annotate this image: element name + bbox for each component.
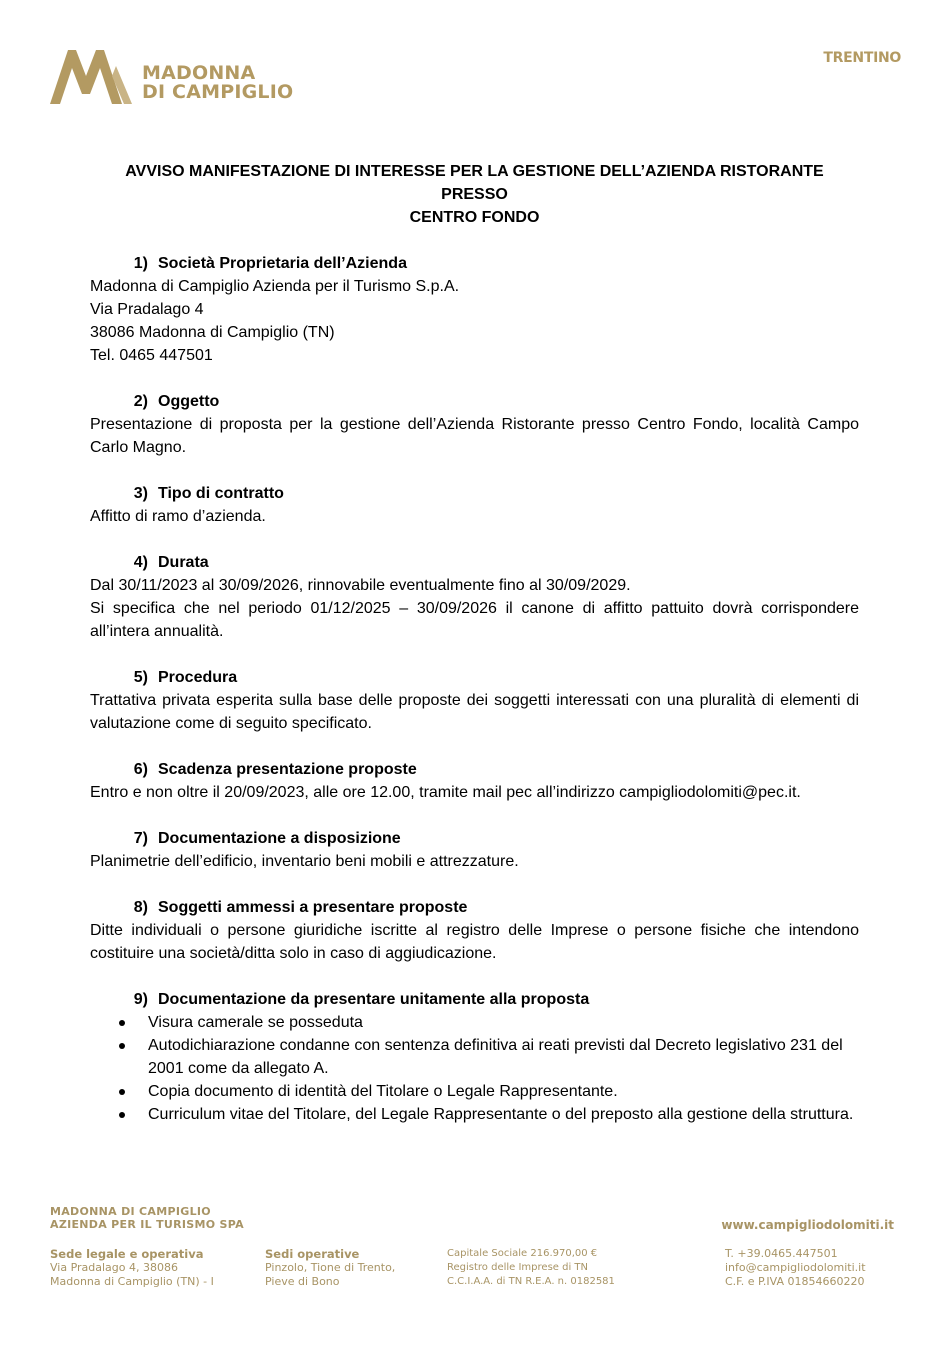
- section-text: Trattativa privata esperita sulla base delle proposte dei soggetti interessati con una pluralità di elementi di valutazione come di seguito specificato.: [90, 692, 859, 732]
- footer-company-line-1: MADONNA DI CAMPIGLIO: [50, 1205, 211, 1218]
- section-title: Procedura: [158, 669, 238, 686]
- required-documents-list: [90, 1011, 859, 1126]
- owner-city: 38086 Madonna di Campiglio (TN): [90, 324, 335, 341]
- section-title: Soggetti ammessi a presentare proposte: [158, 899, 468, 916]
- section-number: 6): [133, 761, 148, 778]
- document-title: [90, 160, 859, 229]
- title-line-2: CENTRO FONDO: [409, 209, 540, 226]
- bullet-icon: [119, 1112, 125, 1118]
- section-heading: [90, 827, 859, 850]
- section-text: Si specifica che nel periodo 01/12/2025 – 30/09/2026 il canone di affitto pattuito dovrà corrispondere all’intera annualità.: [90, 600, 859, 640]
- list-item-text: Autodichiarazione condanne con sentenza definitiva ai reati previsti dal Decreto legislativo 231 del 2001 come da allegato A.: [148, 1037, 843, 1077]
- section-object: [90, 390, 859, 459]
- section-text: Entro e non oltre il 20/09/2023, alle ore 12.00, tramite mail pec all’indirizzo campigliodolomiti@pec.it.: [90, 784, 801, 801]
- list-item: [90, 1011, 859, 1034]
- section-title: Oggetto: [158, 393, 220, 410]
- section-contract-type: [90, 482, 859, 528]
- section-owner: [90, 252, 859, 367]
- section-available-documents: [90, 827, 859, 873]
- section-number: 2): [133, 393, 148, 410]
- footer-address-line: Madonna di Campiglio (TN) - I: [50, 1275, 214, 1288]
- list-item-text: Visura camerale se posseduta: [148, 1014, 363, 1031]
- section-number: 4): [133, 554, 148, 571]
- logo-wordmark: [142, 64, 293, 102]
- footer-vat: C.F. e P.IVA 01854660220: [725, 1275, 865, 1288]
- section-number: 1): [133, 255, 148, 272]
- owner-name: Madonna di Campiglio Azienda per il Turismo S.p.A.: [90, 278, 460, 295]
- section-number: 8): [133, 899, 148, 916]
- bullet-icon: [119, 1089, 125, 1095]
- duration-dates: Dal 30/11/2023 al 30/09/2026, rinnovabile eventualmente fino al 30/09/2029.: [90, 577, 631, 594]
- list-item: [90, 1103, 859, 1126]
- section-text: Presentazione di proposta per la gestione dell’Azienda Ristorante presso Centro Fondo, località Campo Carlo Magno.: [90, 416, 859, 456]
- section-number: 3): [133, 485, 148, 502]
- bullet-icon: [119, 1020, 125, 1026]
- footer-contacts: [725, 1247, 866, 1289]
- footer-registry: Registro delle Imprese di TN: [447, 1262, 589, 1273]
- section-deadline: [90, 758, 859, 804]
- owner-phone: Tel. 0465 447501: [90, 347, 213, 364]
- section-number: 7): [133, 830, 148, 847]
- footer-capital: Capitale Sociale 216.970,00 €: [447, 1248, 598, 1259]
- section-text: Planimetrie dell’edificio, inventario beni mobili e attrezzature.: [90, 853, 519, 870]
- section-heading: [90, 758, 859, 781]
- footer-office-line: Pieve di Bono: [265, 1275, 340, 1288]
- footer-registered-office: [50, 1247, 214, 1289]
- section-heading: [90, 896, 859, 919]
- footer-heading: Sedi operative: [265, 1247, 360, 1261]
- logo-line-2: DI CAMPIGLIO: [142, 81, 294, 103]
- list-item: [90, 1080, 859, 1103]
- section-text: Affitto di ramo d’azienda.: [90, 508, 266, 525]
- document-body: [90, 160, 859, 1149]
- bullet-icon: [119, 1043, 125, 1049]
- footer-website-link[interactable]: www.campigliodolomiti.it: [721, 1218, 894, 1232]
- section-text: Ditte individuali o persone giuridiche iscritte al registro delle Imprese o persone fisiche che intendono costituire una società/ditta solo in caso di aggiudicazione.: [90, 922, 859, 962]
- footer-address-line: Via Pradalago 4, 38086: [50, 1261, 178, 1274]
- section-heading: [90, 666, 859, 689]
- section-title: Tipo di contratto: [158, 485, 284, 502]
- logo-line-1: MADONNA: [142, 62, 256, 84]
- title-line-1: AVVISO MANIFESTAZIONE DI INTERESSE PER LA GESTIONE DELL’AZIENDA RISTORANTE PRESSO: [125, 163, 824, 203]
- footer-company-registry: [447, 1247, 615, 1289]
- section-title: Società Proprietaria dell’Azienda: [158, 255, 407, 272]
- footer-rea: C.C.I.A.A. di TN R.E.A. n. 0182581: [447, 1276, 615, 1287]
- section-procedure: [90, 666, 859, 735]
- section-heading: [90, 482, 859, 505]
- list-item-text: Copia documento di identità del Titolare o Legale Rappresentante.: [148, 1083, 618, 1100]
- footer-phone: T. +39.0465.447501: [725, 1247, 838, 1260]
- section-heading: [90, 390, 859, 413]
- section-heading: [90, 988, 859, 1011]
- owner-street: Via Pradalago 4: [90, 301, 204, 318]
- trentino-brand-logo: TRENTINO: [823, 50, 901, 66]
- section-heading: [90, 551, 859, 574]
- list-item-text: Curriculum vitae del Titolare, del Legale Rappresentante o del preposto alla gestione della struttura.: [148, 1106, 854, 1123]
- section-required-documents: [90, 988, 859, 1126]
- section-title: Durata: [158, 554, 209, 571]
- section-title: Documentazione a disposizione: [158, 830, 401, 847]
- section-number: 5): [133, 669, 148, 686]
- footer-company-name: [50, 1205, 244, 1231]
- section-heading: [90, 252, 859, 275]
- section-number: 9): [133, 991, 148, 1008]
- section-title: Documentazione da presentare unitamente alla proposta: [158, 991, 590, 1008]
- footer-office-line: Pinzolo, Tione di Trento,: [265, 1261, 396, 1274]
- footer-operational-offices: [265, 1247, 395, 1289]
- footer-email-link[interactable]: info@campigliodolomiti.it: [725, 1261, 866, 1274]
- campiglio-mountain-mark-icon: [50, 46, 132, 106]
- section-eligible-subjects: [90, 896, 859, 965]
- list-item: [90, 1034, 859, 1080]
- footer-company-line-2: AZIENDA PER IL TURISMO SPA: [50, 1218, 244, 1231]
- footer-heading: Sede legale e operativa: [50, 1247, 204, 1261]
- section-title: Scadenza presentazione proposte: [158, 761, 417, 778]
- section-duration: [90, 551, 859, 643]
